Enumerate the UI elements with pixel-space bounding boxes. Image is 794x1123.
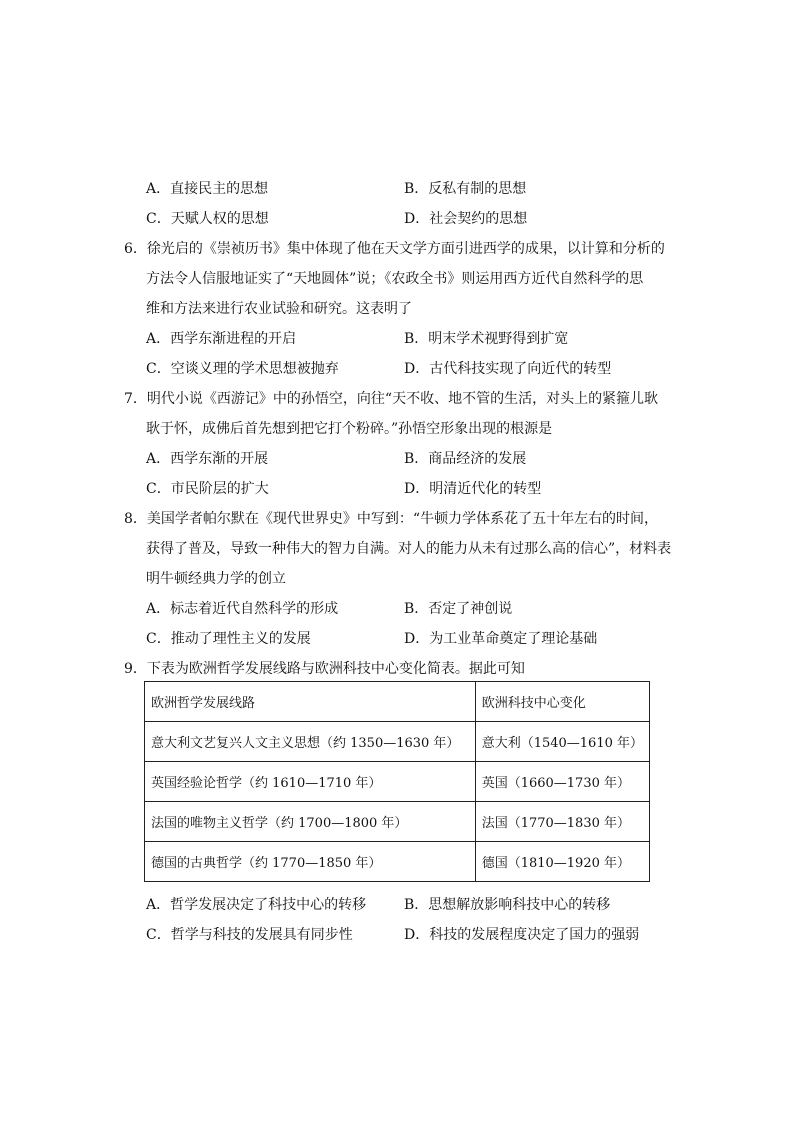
q6-option-a: A．西学东渐进程的开启 <box>146 331 297 347</box>
q8-option-b: B．否定了神创说 <box>404 601 513 617</box>
q9-option-b: B．思想解放影响科技中心的转移 <box>404 897 611 913</box>
table-row <box>145 762 650 802</box>
q5-option-a: A．直接民主的思想 <box>146 181 269 197</box>
q6-option-d: D．古代科技实现了向近代的转型 <box>404 361 612 377</box>
q5-option-b: B．反私有制的思想 <box>404 181 527 197</box>
q8-option-a: A．标志着近代自然科学的形成 <box>146 601 339 617</box>
q8-option-c: C．推动了理性主义的发展 <box>146 631 311 647</box>
table-cell: 意大利文艺复兴人文主义思想（约 1350—1630 年） <box>145 722 476 762</box>
q7-option-c: C．市民阶层的扩大 <box>146 481 269 497</box>
q8-stem-line-2: 获得了普及，导致一种伟大的智力自满。对人的能力从未有过那么高的信心”，材料表 <box>146 541 672 557</box>
table-row <box>145 842 650 882</box>
q6-option-b: B．明末学术视野得到扩宽 <box>404 331 569 347</box>
table-header-row <box>145 682 650 722</box>
table-row <box>145 722 650 762</box>
q7-stem-line-2: 耿于怀，成佛后首先想到把它打个粉碎。”孙悟空形象出现的根源是 <box>146 421 553 437</box>
table-header-tech-center: 欧洲科技中心变化 <box>475 682 649 722</box>
table-cell: 英国（1660—1730 年） <box>475 762 649 802</box>
q8-option-d: D．为工业革命奠定了理论基础 <box>404 631 598 647</box>
table-cell: 法国（1770—1830 年） <box>475 802 649 842</box>
q7-option-a: A．西学东渐的开展 <box>146 451 269 467</box>
q7-option-b: B．商品经济的发展 <box>404 451 527 467</box>
table-header-philosophy: 欧洲哲学发展线路 <box>145 682 476 722</box>
q5-option-d: D．社会契约的思想 <box>404 211 528 227</box>
q7-option-d: D．明清近代化的转型 <box>404 481 542 497</box>
q9-option-d: D．科技的发展程度决定了国力的强弱 <box>404 927 640 943</box>
q7-stem-line-1: 7．明代小说《西游记》中的孙悟空，向往“天不收、地不管的生活，对头上的紧箍儿耿 <box>124 391 659 407</box>
table-cell: 意大利（1540—1610 年） <box>475 722 649 762</box>
q6-option-c: C．空谈义理的学术思想被抛弃 <box>146 361 339 377</box>
table-cell: 德国（1810—1920 年） <box>475 842 649 882</box>
table-row <box>145 802 650 842</box>
q8-stem-line-3: 明牛顿经典力学的创立 <box>146 571 286 587</box>
q9-stem: 9．下表为欧洲哲学发展线路与欧洲科技中心变化简表。据此可知 <box>124 661 525 677</box>
table-cell: 德国的古典哲学（约 1770—1850 年） <box>145 842 476 882</box>
q8-stem-line-1: 8．美国学者帕尔默在《现代世界史》中写到：“牛顿力学体系花了五十年左右的时间， <box>124 511 659 527</box>
table-cell: 法国的唯物主义哲学（约 1700—1800 年） <box>145 802 476 842</box>
q6-stem-line-1: 6．徐光启的《崇祯历书》集中体现了他在天文学方面引进西学的成果，以计算和分析的 <box>124 241 665 257</box>
q6-stem-line-2: 方法令人信服地证实了“天地圆体”说；《农政全书》则运用西方近代自然科学的思 <box>146 271 644 287</box>
q9-option-c: C．哲学与科技的发展具有同步性 <box>146 927 353 943</box>
q5-option-c: C．天赋人权的思想 <box>146 211 269 227</box>
q9-option-a: A．哲学发展决定了科技中心的转移 <box>146 897 367 913</box>
table-cell: 英国经验论哲学（约 1610—1710 年） <box>145 762 476 802</box>
q6-stem-line-3: 维和方法来进行农业试验和研究。这表明了 <box>146 301 412 317</box>
q9-table <box>144 681 650 882</box>
